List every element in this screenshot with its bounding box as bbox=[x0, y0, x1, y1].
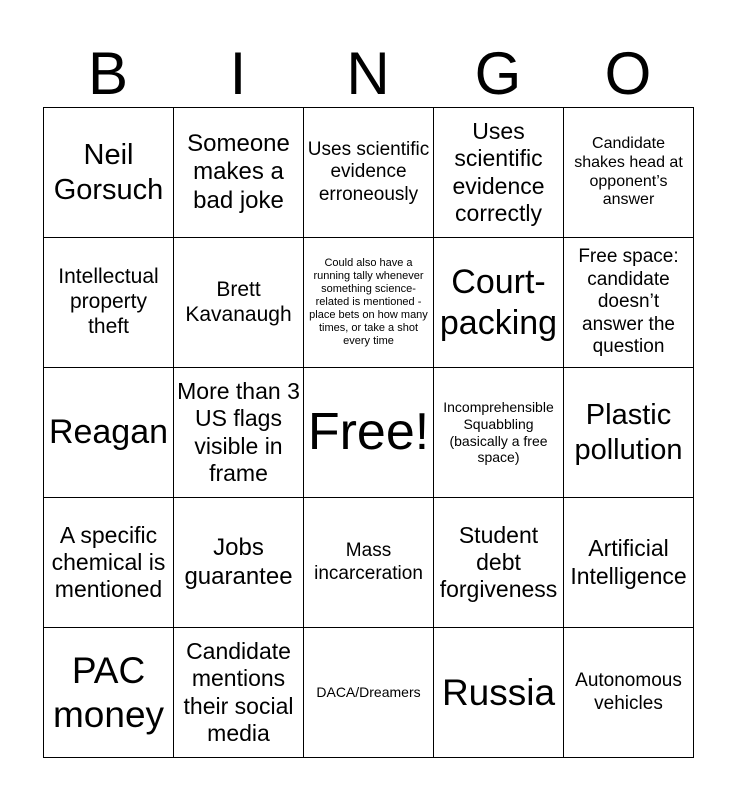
header-letter-b: B bbox=[87, 40, 129, 107]
bingo-cell: Incomprehensible Squabbling (basically a free space) bbox=[434, 368, 564, 498]
bingo-cell: Uses scientific evidence correctly bbox=[434, 108, 564, 238]
bingo-cell: Brett Kavanaugh bbox=[174, 238, 304, 368]
bingo-cell: Plastic pollution bbox=[564, 368, 694, 498]
header-letter-n: N bbox=[346, 40, 390, 107]
bingo-cell: A specific chemical is mentioned bbox=[44, 498, 174, 628]
bingo-cell: Russia bbox=[434, 628, 564, 758]
bingo-cell: PAC money bbox=[44, 628, 174, 758]
header-letter-g: G bbox=[474, 40, 522, 107]
bingo-cell: Neil Gorsuch bbox=[44, 108, 174, 238]
bingo-cell: Candidate mentions their social media bbox=[174, 628, 304, 758]
bingo-cell: Could also have a running tally whenever something science-related is mentioned - place bets on how many times, or take a shot every time bbox=[304, 238, 434, 368]
bingo-cell: Someone makes a bad joke bbox=[174, 108, 304, 238]
bingo-cell: Student debt forgiveness bbox=[434, 498, 564, 628]
header-letter-i: I bbox=[229, 40, 247, 107]
bingo-cell: Artificial Intelligence bbox=[564, 498, 694, 628]
bingo-cell: Free space: candidate doesn’t answer the question bbox=[564, 238, 694, 368]
bingo-cell: Court-packing bbox=[434, 238, 564, 368]
bingo-cell: Candidate shakes head at opponent’s answer bbox=[564, 108, 694, 238]
bingo-cell: Mass incarceration bbox=[304, 498, 434, 628]
bingo-cell: Reagan bbox=[44, 368, 174, 498]
bingo-cell: Jobs guarantee bbox=[174, 498, 304, 628]
board-row bbox=[44, 108, 694, 238]
bingo-header bbox=[43, 40, 693, 108]
board-row bbox=[44, 628, 694, 758]
bingo-cell: DACA/Dreamers bbox=[304, 628, 434, 758]
header-letter-o: O bbox=[604, 40, 652, 107]
board-row bbox=[44, 498, 694, 628]
bingo-cell: Autonomous vehicles bbox=[564, 628, 694, 758]
bingo-cell-free: Free! bbox=[304, 368, 434, 498]
board-row bbox=[44, 238, 694, 368]
bingo-cell: Intellectual property theft bbox=[44, 238, 174, 368]
bingo-board bbox=[43, 107, 694, 758]
bingo-cell: Uses scientific evidence erroneously bbox=[304, 108, 434, 238]
board-row bbox=[44, 368, 694, 498]
bingo-cell: More than 3 US flags visible in frame bbox=[174, 368, 304, 498]
